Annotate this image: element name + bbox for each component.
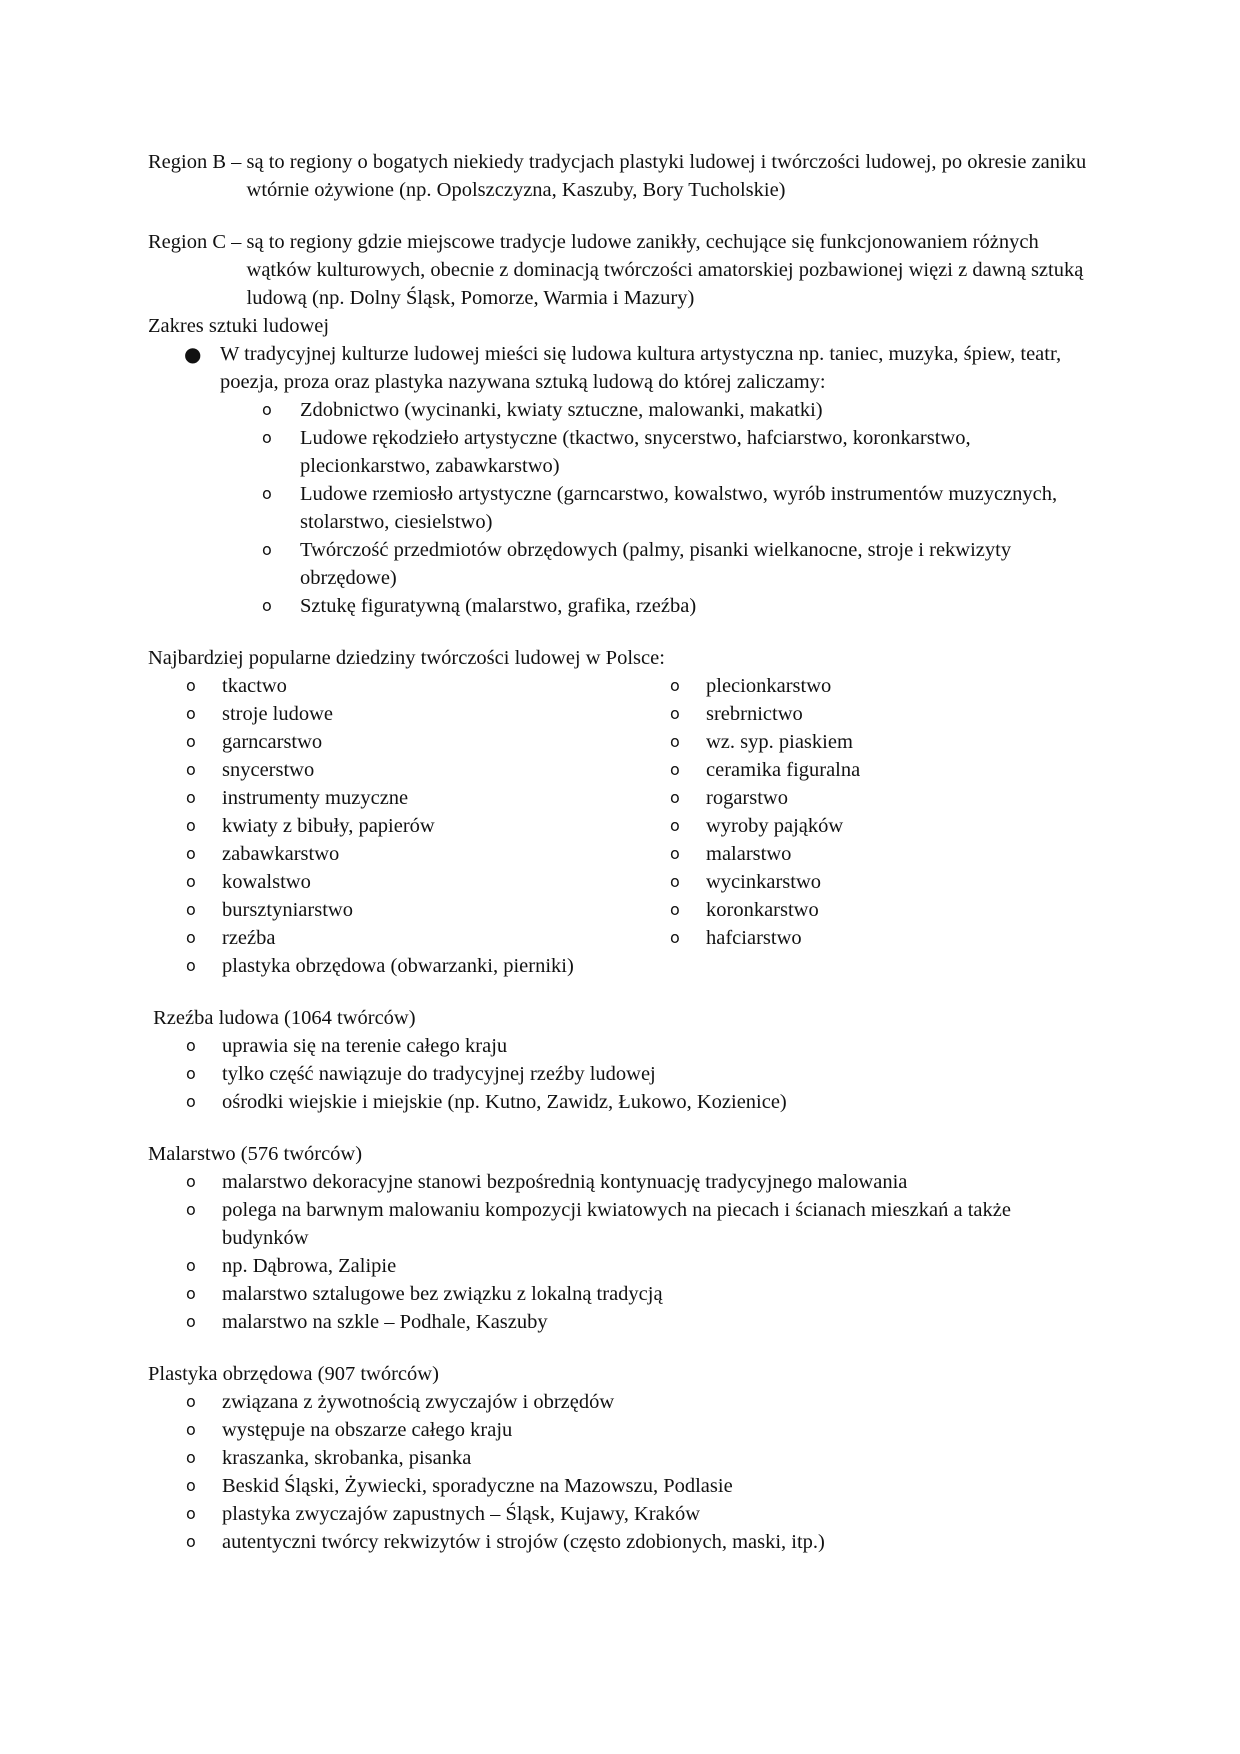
list-item-text: wz. syp. piaskiem xyxy=(706,731,853,753)
bullet-circle-icon: o xyxy=(262,400,272,419)
list-item xyxy=(148,1500,1088,1528)
zakres-list xyxy=(148,340,1088,620)
bullet-circle-icon: o xyxy=(262,596,272,615)
bullet-circle-icon: o xyxy=(670,900,680,919)
list-item xyxy=(148,1388,1088,1416)
list-item-text: związana z żywotnością zwyczajów i obrzędów xyxy=(222,1391,615,1413)
bullet-circle-icon: o xyxy=(186,1420,196,1439)
zakres-sublist xyxy=(148,396,1088,620)
list-item-text: wycinkarstwo xyxy=(706,871,822,893)
bullet-circle-icon: o xyxy=(186,1064,196,1083)
list-item xyxy=(148,592,1088,620)
list-item-text: Twórczość przedmiotów obrzędowych (palmy, pisanki wielkanocne, stroje i rekwizyty obrzędowe) xyxy=(300,539,1012,589)
bullet-circle-icon: o xyxy=(186,1448,196,1467)
list-item-text: Ludowe rzemiosło artystyczne (garncarstwo, kowalstwo, wyrób instrumentów muzycznych, stolarstwo, ciesielstwo) xyxy=(300,483,1058,533)
list-item xyxy=(632,784,1052,812)
bullet-circle-icon: o xyxy=(186,1284,196,1303)
spacer xyxy=(148,204,1088,228)
list-item xyxy=(632,840,1052,868)
list-item-text: tkactwo xyxy=(222,675,287,697)
list-item-text: zabawkarstwo xyxy=(222,843,340,865)
spacer xyxy=(148,980,1088,1004)
dziedziny-columns xyxy=(148,672,1088,980)
spacer xyxy=(148,620,1088,644)
list-item-text: Ludowe rękodzieło artystyczne (tkactwo, snycerstwo, hafciarstwo, koronkarstwo, plecionkarstwo, zabawkarstwo) xyxy=(300,427,971,477)
list-item xyxy=(148,1252,1088,1280)
list-item xyxy=(148,1168,1088,1196)
bullet-circle-icon: o xyxy=(670,732,680,751)
list-item xyxy=(148,1088,1088,1116)
list-item-text: wyroby pająków xyxy=(706,815,844,837)
list-item xyxy=(632,672,1052,700)
list-item xyxy=(148,424,1088,480)
rzezba-list xyxy=(148,1032,1088,1116)
region-b-paragraph xyxy=(148,148,1088,204)
region-c-label: Region C – xyxy=(148,231,247,253)
bullet-circle-icon: o xyxy=(186,1036,196,1055)
list-item xyxy=(632,756,1052,784)
plastyka-heading: Plastyka obrzędowa (907 twórców) xyxy=(148,1363,439,1385)
list-item xyxy=(148,1308,1088,1336)
bullet-circle-icon: o xyxy=(670,872,680,891)
bullet-circle-icon: o xyxy=(186,788,196,807)
bullet-circle-icon: o xyxy=(186,872,196,891)
bullet-circle-icon: o xyxy=(186,1504,196,1523)
list-item xyxy=(148,396,1088,424)
list-item-text: ośrodki wiejskie i miejskie (np. Kutno, Zawidz, Łukowo, Kozienice) xyxy=(222,1091,787,1113)
list-item-text: Beskid Śląski, Żywiecki, sporadyczne na Mazowszu, Podlasie xyxy=(222,1475,733,1497)
list-item xyxy=(148,536,1088,592)
list-item xyxy=(148,952,632,980)
bullet-circle-icon: o xyxy=(186,844,196,863)
zakres-intro: W tradycyjnej kulturze ludowej mieści się ludowa kultura artystyczna np. taniec, muzyka, śpiew, teatr, poezja, proza oraz plastyka nazywana sztuką ludową do której zaliczamy: xyxy=(220,343,1062,393)
list-item xyxy=(148,480,1088,536)
bullet-circle-icon: o xyxy=(186,1256,196,1275)
bullet-circle-icon: o xyxy=(262,428,272,447)
malarstwo-list xyxy=(148,1168,1088,1336)
bullet-circle-icon: o xyxy=(670,676,680,695)
list-item-text: malarstwo na szkle – Podhale, Kaszuby xyxy=(222,1311,548,1333)
region-b-text: są to regiony o bogatych niekiedy tradycjach plastyki ludowej i twórczości ludowej, po okresie zaniku wtórnie ożywione (np. Opolszczyzna, Kaszuby, Bory Tucholskie) xyxy=(246,151,1087,201)
bullet-circle-icon: o xyxy=(186,1200,196,1219)
bullet-circle-icon: o xyxy=(186,704,196,723)
bullet-circle-icon: o xyxy=(262,484,272,503)
list-item xyxy=(148,1280,1088,1308)
list-item xyxy=(148,812,632,840)
rzezba-heading: Rzeźba ludowa (1064 twórców) xyxy=(148,1007,416,1029)
list-item-text: rogarstwo xyxy=(706,787,788,809)
bullet-circle-icon: o xyxy=(186,1392,196,1411)
bullet-circle-icon: o xyxy=(186,1312,196,1331)
spacer xyxy=(148,1116,1088,1140)
list-item-text: garncarstwo xyxy=(222,731,323,753)
list-item xyxy=(148,728,632,756)
list-item-text: kowalstwo xyxy=(222,871,311,893)
list-item xyxy=(148,1416,1088,1444)
spacer xyxy=(148,1336,1088,1360)
list-item-text: występuje na obszarze całego kraju xyxy=(222,1419,513,1441)
list-item-text: plastyka zwyczajów zapustnych – Śląsk, Kujawy, Kraków xyxy=(222,1503,701,1525)
list-item-text: autentyczni twórcy rekwizytów i strojów (często zdobionych, maski, itp.) xyxy=(222,1531,825,1553)
list-item xyxy=(632,868,1052,896)
list-item xyxy=(148,1472,1088,1500)
list-item-text: snycerstwo xyxy=(222,759,315,781)
dziedziny-heading: Najbardziej popularne dziedziny twórczości ludowej w Polsce: xyxy=(148,647,665,669)
region-b-label: Region B – xyxy=(148,151,247,173)
list-item xyxy=(148,840,632,868)
bullet-circle-icon: o xyxy=(186,732,196,751)
bullet-circle-icon: o xyxy=(670,844,680,863)
list-item xyxy=(148,868,632,896)
list-item-text: plecionkarstwo xyxy=(706,675,832,697)
bullet-circle-icon: o xyxy=(670,788,680,807)
list-item xyxy=(632,896,1052,924)
list-item xyxy=(148,1528,1088,1556)
bullet-circle-icon: o xyxy=(186,760,196,779)
list-item xyxy=(148,1032,1088,1060)
bullet-circle-icon: o xyxy=(670,760,680,779)
list-item xyxy=(148,1196,1088,1252)
list-item-text: tylko część nawiązuje do tradycyjnej rzeźby ludowej xyxy=(222,1063,656,1085)
list-item-text: malarstwo xyxy=(706,843,792,865)
list-item-text: rzeźba xyxy=(222,927,276,949)
bullet-circle-icon: o xyxy=(186,956,196,975)
list-item-text: koronkarstwo xyxy=(706,899,819,921)
list-item-text: plastyka obrzędowa (obwarzanki, pierniki) xyxy=(222,955,574,977)
dziedziny-col2 xyxy=(632,672,1052,980)
list-item-text: hafciarstwo xyxy=(706,927,802,949)
list-item-text: polega na barwnym malowaniu kompozycji kwiatowych na piecach i ścianach mieszkań a także budynków xyxy=(222,1199,1011,1249)
list-item-text: kraszanka, skrobanka, pisanka xyxy=(222,1447,472,1469)
bullet-circle-icon: o xyxy=(670,704,680,723)
malarstwo-heading: Malarstwo (576 twórców) xyxy=(148,1143,363,1165)
bullet-circle-icon: o xyxy=(186,816,196,835)
list-item xyxy=(632,924,1052,952)
list-item xyxy=(148,756,632,784)
bullet-circle-icon: o xyxy=(186,1172,196,1191)
bullet-dot-icon: ● xyxy=(184,342,202,366)
dziedziny-col1 xyxy=(148,672,632,980)
list-item-text: kwiaty z bibuły, papierów xyxy=(222,815,435,837)
list-item-text: stroje ludowe xyxy=(222,703,334,725)
bullet-circle-icon: o xyxy=(186,676,196,695)
list-item-text: Sztukę figuratywną (malarstwo, grafika, rzeźba) xyxy=(300,595,697,617)
list-item xyxy=(148,340,1088,620)
bullet-circle-icon: o xyxy=(670,928,680,947)
bullet-circle-icon: o xyxy=(670,816,680,835)
list-item-text: instrumenty muzyczne xyxy=(222,787,409,809)
list-item-text: np. Dąbrowa, Zalipie xyxy=(222,1255,397,1277)
plastyka-list xyxy=(148,1388,1088,1556)
list-item-text: ceramika figuralna xyxy=(706,759,861,781)
list-item xyxy=(148,1060,1088,1088)
region-c-paragraph xyxy=(148,228,1088,312)
document-content xyxy=(148,148,1088,1556)
list-item xyxy=(148,700,632,728)
bullet-circle-icon: o xyxy=(186,1092,196,1111)
list-item-text: malarstwo dekoracyjne stanowi bezpośrednią kontynuację tradycyjnego malowania xyxy=(222,1171,908,1193)
list-item xyxy=(148,896,632,924)
list-item xyxy=(632,812,1052,840)
region-c-text: są to regiony gdzie miejscowe tradycje ludowe zanikły, cechujące się funkcjonowaniem różnych wątków kulturowych, obecnie z dominacją twórczości amatorskiej pozbawionej więzi z dawną sztuką ludową (np. Dolny Śląsk, Pomorze, Warmia i Mazury) xyxy=(246,231,1084,309)
list-item-text: malarstwo sztalugowe bez związku z lokalną tradycją xyxy=(222,1283,663,1305)
list-item-text: srebrnictwo xyxy=(706,703,803,725)
bullet-circle-icon: o xyxy=(262,540,272,559)
list-item xyxy=(148,784,632,812)
list-item xyxy=(148,672,632,700)
bullet-circle-icon: o xyxy=(186,1532,196,1551)
list-item-text: Zdobnictwo (wycinanki, kwiaty sztuczne, malowanki, makatki) xyxy=(300,399,823,421)
bullet-circle-icon: o xyxy=(186,1476,196,1495)
list-item xyxy=(148,1444,1088,1472)
zakres-heading: Zakres sztuki ludowej xyxy=(148,315,330,337)
list-item-text: uprawia się na terenie całego kraju xyxy=(222,1035,508,1057)
bullet-circle-icon: o xyxy=(186,928,196,947)
list-item xyxy=(632,700,1052,728)
bullet-circle-icon: o xyxy=(186,900,196,919)
list-item xyxy=(148,924,632,952)
list-item xyxy=(632,728,1052,756)
list-item-text: bursztyniarstwo xyxy=(222,899,353,921)
